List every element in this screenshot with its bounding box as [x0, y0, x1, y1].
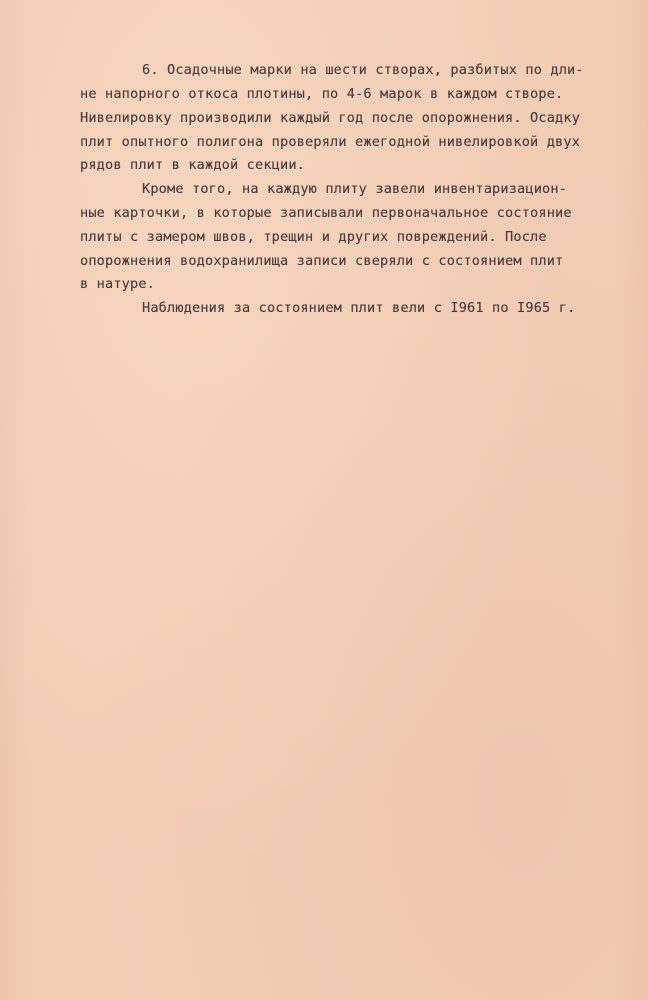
- text-line: плит опытного полигона проверяли ежегодной нивелировкой двух: [80, 134, 581, 150]
- text-line: 6. Осадочные марки на шести створах, разбитых по дли-: [142, 62, 584, 78]
- text-line: ные карточки, в которые записывали первоначальное состояние: [80, 205, 572, 221]
- text-line: опорожнения водохранилища записи сверяли с состоянием плит: [80, 253, 564, 269]
- text-line: плиты с замером швов, трещин и других повреждений. После: [80, 229, 547, 245]
- text-line: Нивелировку производили каждый год после опорожнения. Осадку: [80, 110, 581, 126]
- text-line: Кроме того, на каждую плиту завели инвентаризацион-: [142, 181, 568, 197]
- text-line: не напорного откоса плотины, по 4-6 марок в каждом створе.: [80, 86, 564, 102]
- text-line: в натуре.: [80, 276, 156, 292]
- text-line: рядов плит в каждой секции.: [80, 157, 306, 173]
- text-line: Наблюдения за состоянием плит вели с I961 по I965 г.: [142, 300, 576, 316]
